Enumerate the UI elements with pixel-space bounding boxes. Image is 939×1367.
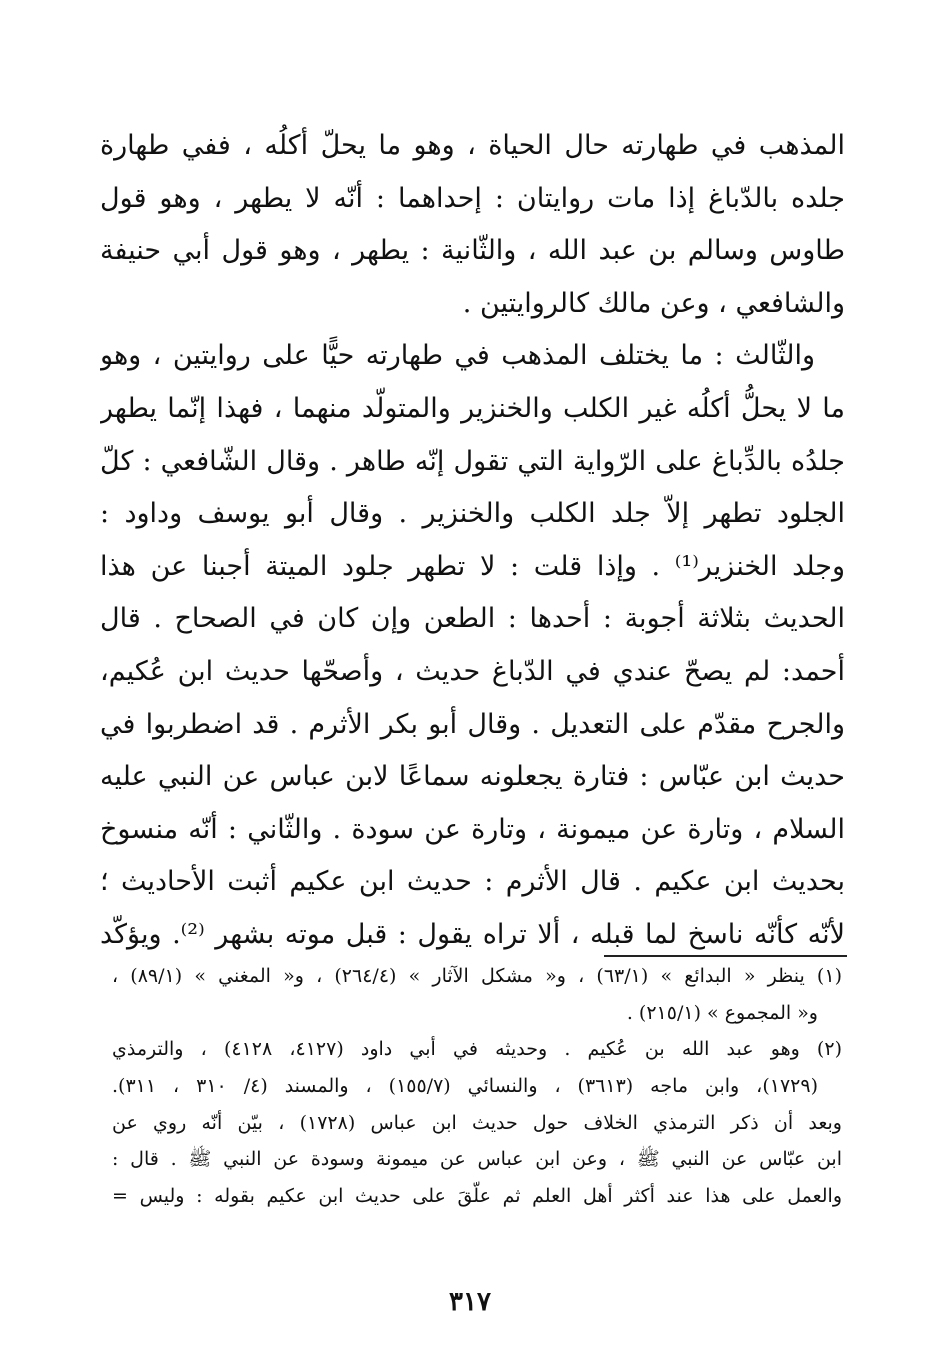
footnote-line: و« المجموع » (٢١٥/١) . [626,1001,818,1024]
text-line: أحمد: لم يصحّ عندي في الدّباغ حديث ، وأصحّها حديث ابن عُكيم، [100,655,845,687]
text-line: لأنّه كأنّه ناسخ لما قبله ، ألا تراه يقول : قبل موته بشهر ⁽²⁾. ويؤكّد [100,918,845,950]
text-line: جلدُه بالدِّباغ على الرّواية التي تقول إنّه طاهر . وقال الشّافعي : كلّ [100,445,845,477]
text-line: الجلود تطهر إلاّ جلد الكلب والخنزير . وقال أبو يوسف وداود : [100,498,845,530]
text-line: والثّالث : ما يختلف المذهب في طهارته حيًّا على روايتين ، وهو [100,340,815,372]
footnote-line: وبعد أن ذكر الترمذي الخلاف حول حديث ابن عباس (١٧٢٨) ، بيّن أنّه روي عن [112,1111,842,1134]
text-line: وجلد الخنزير⁽¹⁾ . وإذا قلت : لا تطهر جلود الميتة أجبنا عن هذا [100,550,845,582]
footnote-1 [112,958,842,1031]
text-line: المذهب في طهارته حال الحياة ، وهو ما يحلّ أكلُه ، ففي طهارة [100,130,845,161]
footnote-line: والعمل على هذا عند أكثر أهل العلم ثم علّقَ على حديث ابن عكيم بقوله : وليس = [112,1185,842,1208]
main-text-block [100,120,845,962]
text-line: جلده بالدّباغ إذا مات روايتان : إحداهما : أنّه لا يطهر ، وهو قول [100,182,845,214]
footnote-line: (١٧٢٩)، وابن ماجه (٣٦١٣) ، والنسائي (١٥٥/٧) ، والمسند (٤/ ٣١٠ ، ٣١١). [112,1075,818,1098]
text-line: الحديث بثلاثة أجوبة : أحدها : الطعن وإن كان في الصحاح . قال [100,603,845,635]
text-line: ما لا يحلُّ أكلُه غير الكلب والخنزير والمتولّد منهما ، فهذا إنّما يطهر [100,392,845,424]
footnote-line: ابن عبّاس عن النبي ﷺ ، وعن ابن عباس عن ميمونة وسودة عن النبي ﷺ . قال : [112,1148,842,1171]
page-number: ٣١٧ [449,1287,491,1317]
text-line: بحديث ابن عكيم . قال الأثرم : حديث ابن عكيم أثبت الأحاديث ؛ [100,866,845,898]
text-line: والشافعي ، وعن مالك كالروايتين . [462,287,845,319]
footnotes-block [112,958,842,1215]
footnote-divider [604,955,847,957]
text-line: السلام ، وتارة عن ميمونة ، وتارة عن سودة . والثّاني : أنّه منسوخ [100,813,845,845]
text-line: والجرح مقدّم على التعديل . وقال أبو بكر الأثرم . قد اضطربوا في [100,708,845,740]
footnote-line: (١) ينظر « البدائع » (٦٣/١) ، و« مشكل الآثار » (٢٦٤/٤) ، و« المغني » (٨٩/١) ، [112,965,842,987]
footnote-line: (٢) وهو عبد الله بن عُكيم . وحديثه في أبي داود (٤١٢٧، ٤١٢٨) ، والترمذي [112,1038,842,1061]
footnote-2 [112,1031,842,1214]
text-line: حديث ابن عبّاس : فتارة يجعلونه سماعًا لابن عباس عن النبي عليه [100,761,845,793]
text-line: طاوس وسالم بن عبد الله ، والثّانية : يطهر ، وهو قول أبي حنيفة [100,235,845,267]
